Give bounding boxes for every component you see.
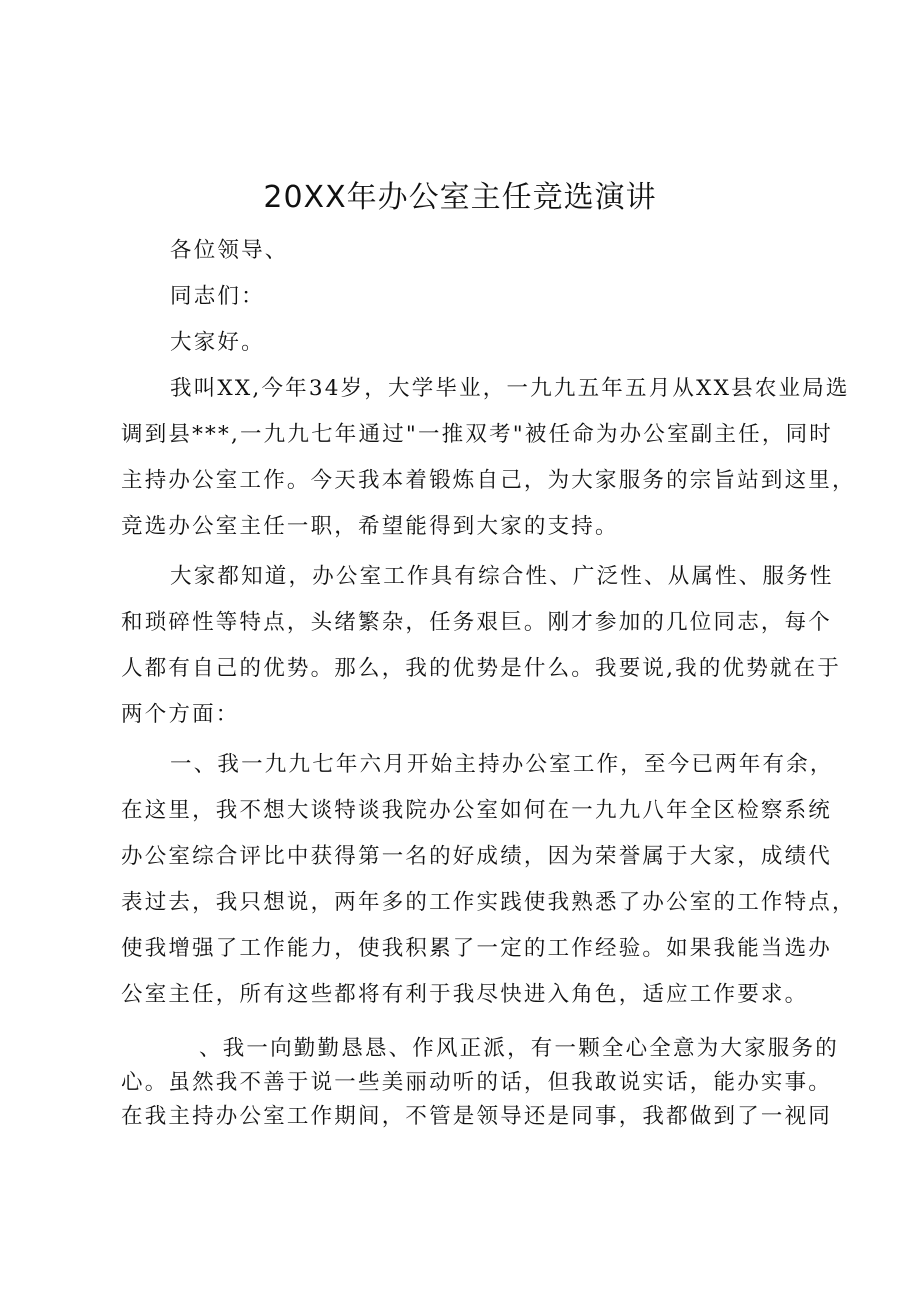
salutation-line-2: 同志们：: [170, 284, 265, 309]
document-title: 20XX年办公室主任竞选演讲: [263, 180, 657, 215]
paragraph-1-line-2: 调到县***,一九九七年通过"一推双考"被任命为办公室副主任，同时: [121, 422, 833, 447]
paragraph-3-line-4: 表过去，我只想说，两年多的工作实践使我熟悉了办公室的工作特点，: [121, 890, 856, 915]
salutation-line-1: 各位领导、: [170, 238, 289, 263]
paragraph-1-line-3: 主持办公室工作。今天我本着锻炼自己，为大家服务的宗旨站到这里，: [121, 468, 856, 493]
paragraph-3-line-2: 在这里，我不想大谈特谈我院办公室如何在一九九八年全区检察系统: [121, 798, 833, 823]
paragraph-2-line-4: 两个方面：: [121, 702, 240, 727]
paragraph-2-line-2: 和琐碎性等特点，头绪繁杂，任务艰巨。刚才参加的几位同志，每个: [121, 610, 833, 635]
paragraph-3-line-1: 一、我一九九七年六月开始主持办公室工作，至今已两年有余，: [170, 752, 834, 777]
greeting-line: 大家好。: [170, 330, 265, 355]
paragraph-3-line-3: 办公室综合评比中获得第一名的好成绩，因为荣誉属于大家，成绩代: [121, 844, 833, 869]
paragraph-1-line-1: 我叫XX,今年34岁，大学毕业，一九九五年五月从XX县农业局选: [170, 376, 850, 401]
paragraph-3-line-6: 公室主任，所有这些都将有利于我尽快进入角色，适应工作要求。: [121, 982, 809, 1007]
paragraph-4-line-1: 、我一向勤勤恳恳、作风正派，有一颗全心全意为大家服务的: [199, 1036, 839, 1061]
paragraph-4-line-3: 在我主持办公室工作期间，不管是领导还是同事，我都做到了一视同: [121, 1104, 833, 1129]
paragraph-2-line-1: 大家都知道，办公室工作具有综合性、广泛性、从属性、服务性: [170, 564, 834, 589]
paragraph-1-line-4: 竞选办公室主任一职，希望能得到大家的支持。: [121, 514, 619, 539]
paragraph-3-line-5: 使我增强了工作能力，使我积累了一定的工作经验。如果我能当选办: [121, 936, 833, 961]
paragraph-4-line-2: 心。虽然我不善于说一些美丽动听的话，但我敢说实话，能办实事。: [121, 1070, 833, 1095]
paragraph-2-line-3: 人都有自己的优势。那么，我的优势是什么。我要说,我的优势就在于: [121, 656, 842, 681]
